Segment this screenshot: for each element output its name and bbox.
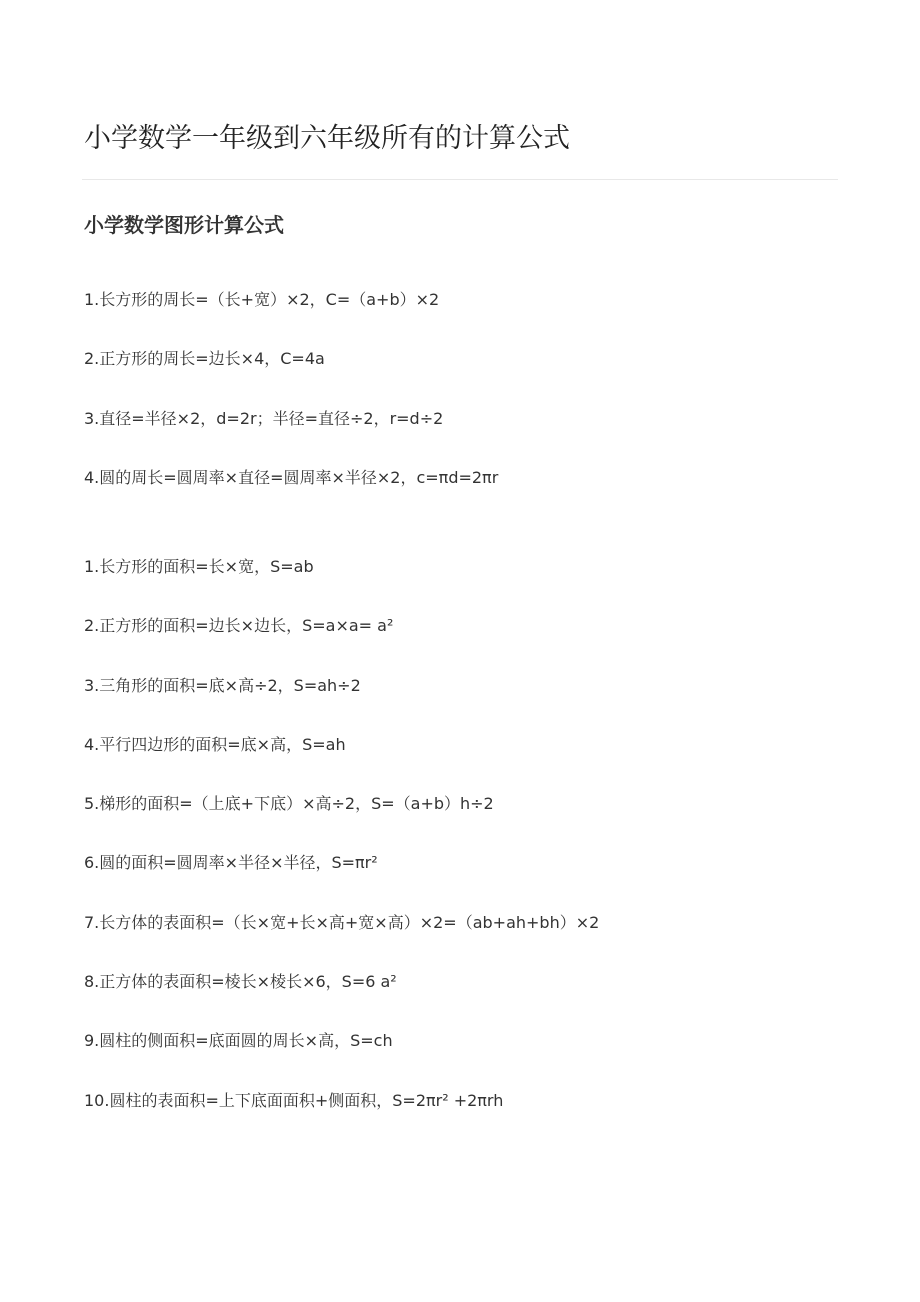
formula-item: 4.平行四边形的面积=底×高，S=ah [84,734,346,754]
document-title: 小学数学一年级到六年级所有的计算公式 [84,123,570,154]
section-title: 小学数学图形计算公式 [84,213,284,237]
formula-item: 5.梯形的面积=（上底+下底）×高÷2，S=（a+b）h÷2 [84,794,494,814]
formula-item: 9.圆柱的侧面积=底面圆的周长×高，S=ch [84,1031,393,1051]
formula-item: 2.正方形的周长=边长×4，C=4a [84,349,325,369]
area-formula-list [84,556,599,1149]
formula-item: 8.正方体的表面积=棱长×棱长×6，S=6 a² [84,972,397,992]
formula-item: 1.长方形的面积=长×宽，S=ab [84,557,314,576]
title-divider [82,179,838,180]
formula-item: 1.长方形的周长=（长+宽）×2，C=（a+b）×2 [84,290,440,309]
formula-item: 10.圆柱的表面积=上下底面面积+侧面积，S=2πr² +2πrh [84,1090,504,1110]
perimeter-formula-list [84,289,498,526]
formula-item: 3.三角形的面积=底×高÷2，S=ah÷2 [84,675,361,695]
formula-item: 6.圆的面积=圆周率×半径×半径，S=πr² [84,853,378,873]
formula-item: 4.圆的周长=圆周率×直径=圆周率×半径×2，c=πd=2πr [84,467,499,487]
formula-item: 2.正方形的面积=边长×边长，S=a×a= a² [84,616,394,636]
formula-item: 7.长方体的表面积=（长×宽+长×高+宽×高）×2=（ab+ah+bh）×2 [84,912,600,932]
formula-item: 3.直径=半径×2，d=2r；半径=直径÷2，r=d÷2 [84,408,444,428]
